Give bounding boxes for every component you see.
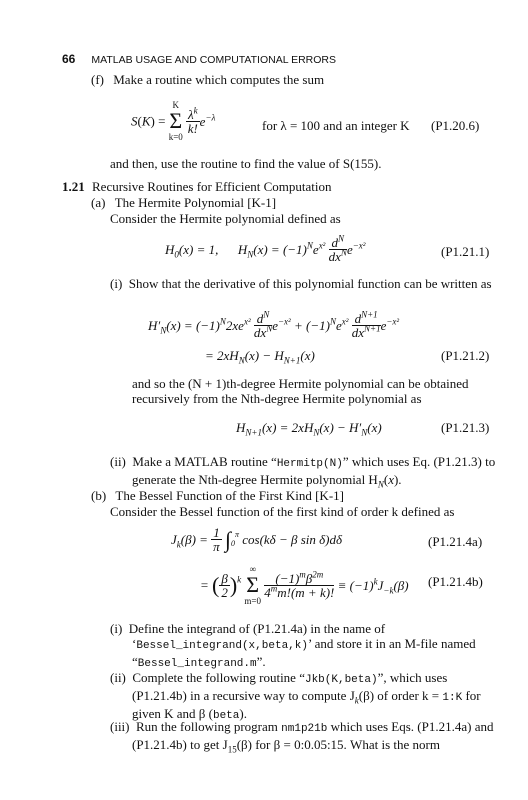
item-b-label: (b)	[91, 488, 107, 503]
item-b-ii: (ii) Complete the following routine “Jkb(K,beta)”, which uses (P1.21.4b) in a recursive way to compute $J_k(\beta)$ of order k = 1:K for given K and β (beta).	[110, 670, 481, 722]
item-a-intro: Consider the Hermite polynomial defined as	[110, 211, 341, 226]
item-b-i-text-2: ’ and store it in an M-file named “	[132, 636, 476, 669]
item-a	[91, 195, 276, 210]
equation-p1-20-6: S(K) = K Σ k=0 $\frac{\lambda^k}{k!}$ $e^{-\lambda}$	[131, 100, 216, 142]
equation-p1-21-2-line1: $H'_N(x) = (-1)^N2xe^{x^2}$ $\frac{d^N}{dx^N}$ $e^{-x^2} + (-1)^Ne^{x^2}$ $\frac{d^{N+1}}{dx^{N+1}}$ $e^{-x^2}$	[148, 309, 400, 340]
item-f-after: and then, use the routine to find the value of S(155).	[110, 156, 382, 171]
item-a-ii-text-1: Make a MATLAB routine “	[132, 454, 277, 469]
item-b-i	[110, 621, 504, 672]
item-b-intro: Consider the Bessel function of the first kind of order k defined as	[110, 504, 455, 519]
problem-title: Recursive Routines for Efficient Computation	[92, 179, 332, 194]
page-number: 66	[62, 52, 76, 66]
code-bessel-integrand: Bessel_integrand(x,beta,k)	[136, 640, 308, 652]
code-bessel-integrand-file: Bessel_integrand.m	[137, 658, 257, 670]
item-b-iii: (iii) Run the following program nm1p21b which uses Eqs. (P1.21.4a) and (P1.21.4b) to get $J_{15}(\beta)$ for β = 0:0.05:15. What is the norm	[110, 719, 494, 755]
equation-p1-21-4a: $J_k(\beta)$ = $\frac{1}{\pi}$ $\int_0^\pi$ cos(kδ − β sin δ)dδ	[171, 525, 343, 554]
problem-number: 1.21	[62, 179, 85, 194]
item-b-i-label: (i)	[110, 621, 123, 636]
item-b-ii-label: (ii)	[110, 670, 126, 685]
item-b-iii-text-1: Run the following program	[136, 719, 282, 734]
code-beta: beta	[212, 710, 240, 722]
item-a-title: The Hermite Polynomial [K-1]	[114, 195, 277, 210]
item-b-iii-label: (iii)	[110, 719, 130, 734]
equation-p1-20-6-condition: for λ = 100 and an integer K	[262, 118, 410, 133]
item-b-ii-text-1: Complete the following routine “	[132, 670, 305, 685]
item-a-i-label: (i)	[110, 276, 123, 291]
equation-p1-21-1-tag: (P1.21.1)	[441, 244, 490, 259]
item-a-i-text: Show that the derivative of this polynomial function can be written as	[128, 276, 492, 291]
item-b-i-text-3: ”.	[256, 654, 266, 669]
item-b-ii-text-3: (β) of order k =	[358, 688, 443, 703]
running-header	[62, 52, 336, 68]
item-f-label: (f)	[91, 72, 104, 87]
equation-p1-21-2-tag: (P1.21.2)	[441, 348, 490, 363]
equation-p1-21-2-line2: = $2xH_N(x) - H_{N+1}(x)$	[205, 348, 315, 366]
code-range: 1:K	[442, 692, 463, 704]
code-nm1p21b: nm1p21b	[281, 723, 328, 735]
item-a-ii-text-2: ” which uses Eq. (P1.21.3) to generate the Nth-degree Hermite polynomial H	[132, 454, 496, 487]
item-a-label: (a)	[91, 195, 106, 210]
item-b-title: The Bessel Function of the First Kind [K-1]	[115, 488, 344, 503]
item-b-i-text-1: Define the integrand of (P1.21.4a) in the name of ‘	[128, 621, 386, 651]
equation-p1-21-4a-tag: (P1.21.4a)	[428, 534, 483, 549]
item-a-ii: (ii) Make a MATLAB routine “Hermitp(N)” which uses Eq. (P1.21.3) to generate the Nth-degree Hermite polynomial $H_N(x)$.	[110, 454, 496, 490]
code-jkb: Jkb(K,beta)	[304, 674, 378, 686]
item-b	[91, 488, 344, 503]
item-b-ii-text-2: ”, which uses (P1.21.4b) in a recursive way to compute J	[132, 670, 448, 703]
item-b-iii-text-2: which uses Eqs. (P1.21.4a) and (P1.21.4b) to get J	[132, 719, 494, 752]
item-a-i-after: and so the (N + 1)th-degree Hermite polynomial can be obtained recursively from the Nth-degree Hermite polynomial as	[132, 376, 469, 406]
item-f-intro: Make a routine which computes the sum	[113, 72, 325, 87]
equation-p1-20-6-tag: (P1.20.6)	[431, 118, 480, 133]
item-b-iii-text-3: (β) for β = 0:0.05:15. What is the norm	[236, 737, 440, 752]
item-b-ii-text-5: ).	[239, 706, 247, 721]
running-title: MATLAB USAGE AND COMPUTATIONAL ERRORS	[91, 54, 337, 66]
equation-p1-21-4b-tag: (P1.21.4b)	[428, 574, 483, 589]
item-f	[91, 72, 324, 87]
equation-p1-21-4b: = ( $\frac{\beta}{2}$ )$^k$ ∞ Σ m=0 $\frac{(-1)^m\beta^{2m}}{4^mm!(m + k)!}$ ≡ $(-1)^kJ_{-k}(\beta)$	[200, 564, 409, 606]
equation-p1-21-3: $H_{N+1}(x) = 2xH_N(x) - H'_N(x)$	[236, 420, 382, 438]
item-b-ii-text-4: for given K and β (	[132, 688, 481, 721]
equation-p1-21-3-tag: (P1.21.3)	[441, 420, 490, 435]
item-a-ii-label: (ii)	[110, 454, 126, 469]
equation-p1-21-1: $H_0(x) = 1$, $H_N(x) = (-1)^Ne^{x^2}$ $\frac{d^N}{dx^N}$ $e^{-x^2}$	[165, 233, 366, 264]
item-a-i	[110, 276, 504, 291]
code-hermitp: Hermitp(N)	[276, 458, 343, 470]
